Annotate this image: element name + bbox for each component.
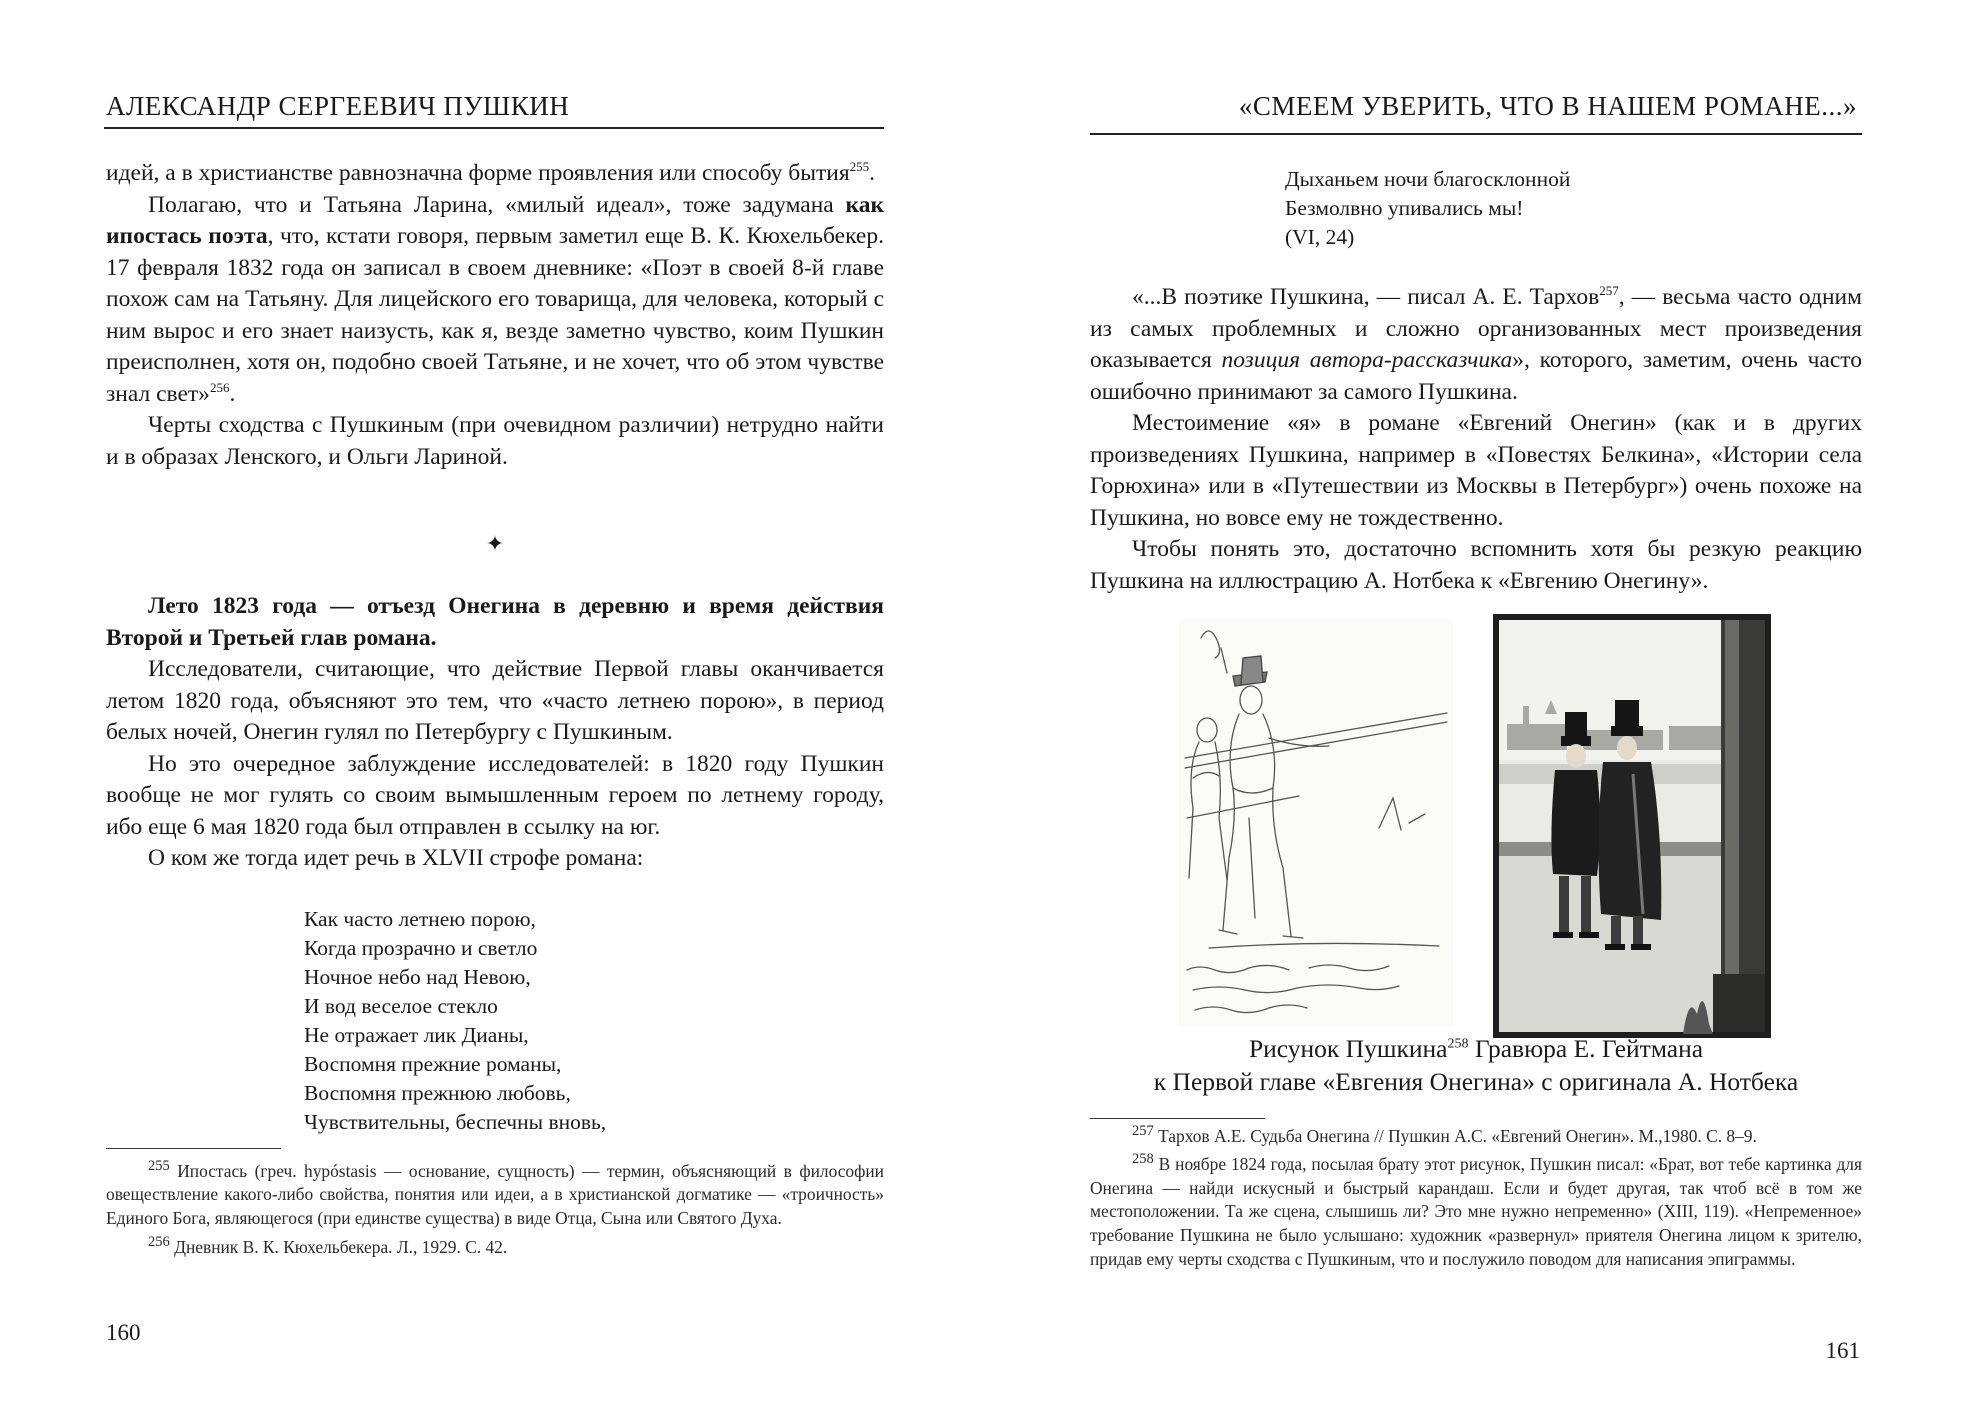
illustration-caption	[1090, 1032, 1862, 1098]
paragraph: «...В поэтике Пушкина, — писал А. Е. Тархов$^{257}$, — весьма часто одним из самых проблемных и сложно организованных мест произведения оказывается позиция автора-рассказчика», которого, заметим, очень часто ошибочно принимают за самого Пушкина.	[1090, 283, 1862, 405]
footnote-ref[interactable]: 256	[209, 379, 230, 395]
verse-line: Безмолвно упивались мы!	[1285, 196, 1524, 220]
pushkin-sketch-illustration	[1179, 618, 1453, 1026]
caption-line-1: Рисунок Пушкина$^{258}$ Гравюра Е. Гейтмана	[1248, 1034, 1704, 1063]
heitman-engraving-illustration	[1493, 614, 1771, 1038]
verse-line: Ночное небо над Невою,	[304, 965, 531, 989]
left-page	[0, 0, 982, 1408]
running-head-rule-right	[1090, 133, 1862, 135]
footnote-rule-left	[106, 1148, 281, 1149]
bold-phrase: как ипостась поэта	[106, 191, 884, 249]
page-number-right: 161	[1825, 1338, 1860, 1363]
footnote-ref[interactable]: 258	[1447, 1036, 1469, 1052]
paragraph: Но это очередное заблуждение исследователей: в 1820 году Пушкин вообще не мог гулять со своим вымышленным героем по летнему городу, ибо еще 6 мая 1820 года был отправлен в ссылку на юг.	[106, 750, 884, 840]
paragraph: идей, а в христианстве равнозначна форме проявления или способу бытия$^{255}$.	[106, 159, 876, 186]
caption-line-2: к Первой главе «Евгения Онегина» с оригинала А. Нотбека	[1153, 1067, 1799, 1096]
running-head-rule-left	[104, 127, 884, 129]
paragraph: Чтобы понять это, достаточно вспомнить хотя бы резкую реакцию Пушкина на иллюстрацию А. Нотбека к «Евгению Онегину».	[1090, 536, 1862, 594]
paragraph: Исследователи, считающие, что действие Первой главы оканчивается летом 1820 года, объясняют это тем, что «часто летнею порою», в период белых ночей, Онегин гулял по Петербургу с Пушкиным.	[106, 656, 884, 745]
italic-phrase: позиция автора-рассказчика	[1221, 347, 1513, 373]
section-divider-star-icon: ✦	[485, 531, 505, 556]
footnote-ref[interactable]: 255	[849, 159, 870, 175]
footnote-256: $^{256}$ Дневник В. К. Кюхельбекера. Л., 1929. С. 42.	[148, 1233, 508, 1257]
verse-block-right	[1285, 165, 1570, 252]
paragraph: Черты сходства с Пушкиным (при очевидном различии) нетрудно найти и в образах Ленского, и Ольги Лариной.	[106, 412, 884, 470]
running-head-right: «СМЕЕМ УВЕРИТЬ, ЧТО В НАШЕМ РОМАНЕ...»	[1238, 91, 1857, 121]
verse-line: Дыханьем ночи благосклонной	[1285, 167, 1571, 191]
footnote-258: $^{258}$ В ноябре 1824 года, посылая брату этот рисунок, Пушкин писал: «Брат, вот тебе картинка для Онегина — найди искусный и быстрый карандаш. Если и будет другая, так чтоб всё в том же местоположении. Та же сцена, слышишь ли? Это мне нужно непременно» (XIII, 119). «Непременное» требование Пушкина не было услышано: художник «развернул» приятеля Онегина лицом к зрителю, придав ему черты сходства с Пушкиным, что и послужило поводом для написания эпиграммы.	[1090, 1151, 1862, 1269]
section-heading: Лето 1823 года — отъезд Онегина в деревню и время действия Второй и Третьей глав романа.	[106, 593, 884, 651]
verse-line: Не отражает лик Дианы,	[304, 1023, 529, 1047]
paragraph: О ком же тогда идет речь в XLVII строфе романа:	[148, 845, 644, 871]
right-body-text	[1090, 282, 1862, 597]
verse-line: Как часто летнею порою,	[304, 907, 536, 931]
footnotes-left	[106, 1155, 884, 1259]
running-head-left: АЛЕКСАНДР СЕРГЕЕВИЧ ПУШКИН	[106, 91, 570, 121]
verse-line: Чувствительны, беспечны вновь,	[304, 1110, 607, 1134]
verse-line: И вод веселое стекло	[304, 994, 498, 1018]
verse-block-left	[304, 905, 606, 1137]
verse-line: Воспомня прежнюю любовь,	[304, 1081, 571, 1105]
left-body-text	[106, 158, 884, 473]
verse-line: Когда прозрачно и светло	[304, 936, 538, 960]
page-number-left: 160	[106, 1320, 141, 1345]
footnotes-right	[1090, 1120, 1862, 1271]
footnote-257: $^{257}$ Тархов А.Е. Судьба Онегина // Пушкин А.С. «Евгений Онегин». М.,1980. С. 8–9.	[1132, 1123, 1757, 1146]
footnote-255: $^{255}$ Ипостась (греч. hypóstasis — основание, сущность) — термин, объясняющий в философии овеществление какого-либо свойства, понятия или идеи, а в христианской догматике — «троичность» Единого Бога, являющегося (при единстве существа) в виде Отца, Сына или Святого Духа.	[106, 1158, 884, 1228]
paragraph: Местоимение «я» в романе «Евгений Онегин» (как и в других произведениях Пушкина, например в «Повестях Белкина», «Истории села Горюхина» или в «Путешествии из Москвы в Петербург») очень похоже на Пушкина, но вовсе ему не тождественно.	[1090, 410, 1862, 531]
right-page	[982, 0, 1965, 1408]
verse-line: Воспомня прежние романы,	[304, 1052, 562, 1076]
footnote-rule-right	[1090, 1118, 1265, 1119]
paragraph: Полагаю, что и Татьяна Ларина, «милый идеал», тоже задумана как ипостась поэта, что, кстати говоря, первым заметил еще В. К. Кюхельбекер. 17 февраля 1832 года он записал в своем дневнике: «Поэт в своей 8-й главе похож сам на Татьяну. Для лицейского его товарища, для человека, который с ним вырос и его знает наизусть, как я, везде заметно чувство, коим Пушкин преисполнен, хотя он, подобно своей Татьяне, и не хочет, что об этом чувстве знал свет»$^{256}$.	[106, 191, 884, 407]
footnote-ref[interactable]: 257	[1599, 283, 1619, 299]
left-body-text-2	[106, 591, 884, 875]
verse-reference: (VI, 24)	[1285, 225, 1355, 249]
